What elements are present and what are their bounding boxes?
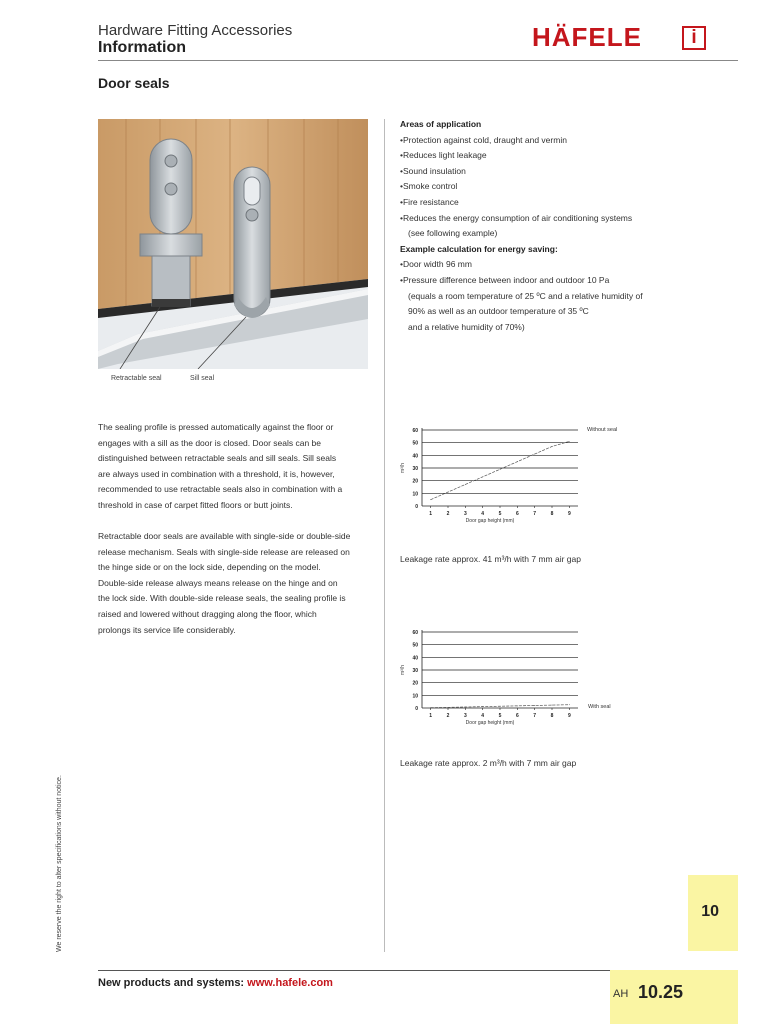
paragraph-line: prolongs its service life considerably. — [98, 624, 236, 635]
paragraph-line: Retractable door seals are available with single-side or double-side — [98, 531, 351, 541]
data-point — [482, 706, 483, 707]
x-tick-label: 3 — [463, 511, 467, 517]
x-tick-label: 7 — [533, 713, 537, 719]
x-tick-label: 5 — [498, 713, 502, 719]
chart-caption-without-seal: Leakage rate approx. 41 m³/h with 7 mm air gap — [400, 554, 581, 564]
x-tick-label: 8 — [550, 713, 554, 719]
example-note-line: 90% as well as an outdoor temperature of 35 ºC — [408, 306, 589, 317]
application-item: • Smoke control — [400, 179, 700, 195]
door-seal-illustration — [98, 119, 368, 369]
series-line — [431, 441, 570, 499]
brand-logo: HÄFELE — [532, 22, 642, 52]
y-axis-label: m³/h — [400, 665, 406, 675]
x-tick-label: 9 — [567, 713, 571, 719]
data-point — [500, 469, 501, 470]
paragraph-release-mechanism — [98, 529, 368, 638]
paragraph-line: The sealing profile is pressed automatically against the floor or — [98, 422, 334, 432]
data-point — [552, 446, 553, 447]
y-tick-label: 0 — [415, 706, 418, 712]
example-heading: Example calculation for energy saving: — [400, 243, 558, 254]
x-tick-label: 4 — [481, 713, 485, 719]
y-tick-label: 50 — [412, 440, 418, 447]
x-tick-label: 2 — [446, 511, 450, 517]
data-point — [517, 461, 518, 462]
x-tick-label: 6 — [515, 511, 519, 517]
x-tick-label: 4 — [481, 511, 485, 517]
y-tick-label: 20 — [412, 478, 418, 485]
example-note-line: and a relative humidity of 70%) — [408, 321, 525, 332]
caption-sill-seal: Sill seal — [190, 375, 215, 382]
x-tick-label: 1 — [429, 511, 433, 517]
y-tick-label: 50 — [412, 642, 418, 649]
application-item: • Fire resistance — [400, 195, 700, 211]
paragraph-line: release mechanism. Seals with single-side release are released on — [98, 546, 350, 557]
data-point — [500, 706, 501, 707]
paragraph-line: recommended to use retractable seals also in combination with a — [98, 484, 343, 495]
application-block — [400, 117, 700, 335]
page-number-box — [610, 970, 738, 1024]
x-tick-label: 1 — [429, 713, 433, 719]
paragraph-line: the lock side. With double-side release seals, the sealing profile is — [98, 593, 346, 604]
disclaimer-note: We reserve the right to alter specifications without notice. — [56, 775, 63, 952]
data-point — [430, 707, 431, 708]
example-note-line: (equals a room temperature of 25 ºC and a relative humidity of — [408, 290, 643, 301]
header-title: Hardware Fitting Accessories — [98, 22, 293, 39]
legend-label: With seal — [588, 704, 611, 710]
y-tick-label: 30 — [412, 466, 418, 472]
info-icon: i — [682, 26, 706, 50]
example-item: • Pressure difference between indoor and outdoor 10 Pa — [400, 273, 700, 289]
paragraph-line: threshold in case of carpet fitted floors or butt joints. — [98, 499, 293, 510]
website-link[interactable]: www.hafele.com — [247, 977, 333, 989]
x-tick-label: 5 — [498, 511, 502, 517]
y-tick-label: 60 — [412, 630, 418, 636]
section-title: Door seals — [98, 75, 170, 91]
page-prefix: AH — [613, 988, 629, 1000]
header-divider — [98, 60, 738, 61]
caption-retractable-seal: Retractable seal — [111, 375, 162, 382]
header-subtitle: Information — [98, 39, 186, 56]
paragraph-line: are always used in combination with a threshold, it is, however, — [98, 468, 335, 479]
example-item: • Door width 96 mm — [400, 257, 700, 273]
x-axis-label: Door gap height (mm) — [465, 720, 515, 726]
chart-caption-with-seal: Leakage rate approx. 2 m³/h with 7 mm air gap — [400, 758, 577, 768]
x-tick-label: 6 — [515, 713, 519, 719]
data-point — [534, 454, 535, 455]
paragraph-line: raised and lowered without dragging along the floor, which — [98, 608, 317, 619]
chart-without-seal — [400, 420, 630, 550]
application-note: (see following example) — [408, 228, 498, 239]
y-tick-label: 40 — [412, 655, 418, 662]
x-tick-label: 8 — [550, 511, 554, 517]
application-item: • Reduces light leakage — [400, 148, 700, 164]
x-tick-label: 3 — [463, 713, 467, 719]
data-point — [482, 476, 483, 477]
data-point — [569, 441, 570, 442]
application-item: • Sound insulation — [400, 164, 700, 180]
data-point — [430, 499, 431, 500]
data-point — [448, 707, 449, 708]
y-tick-label: 60 — [412, 428, 418, 434]
footer-label: New products and systems: — [98, 977, 248, 989]
chapter-tab — [688, 875, 738, 951]
y-tick-label: 0 — [415, 504, 418, 510]
paragraph-sealing-profile — [98, 420, 368, 514]
y-tick-label: 30 — [412, 668, 418, 674]
x-tick-label: 9 — [567, 511, 571, 517]
application-heading: Areas of application — [400, 119, 482, 129]
x-axis-label: Door gap height (mm) — [465, 518, 515, 524]
footer-text — [98, 977, 333, 989]
y-tick-label: 20 — [412, 680, 418, 687]
chapter-number: 10 — [701, 903, 719, 920]
data-point — [534, 705, 535, 706]
chart-with-seal — [400, 622, 630, 752]
paragraph-line: engages with a sill as the door is closed. Door seals can be — [98, 437, 322, 448]
y-axis-label: m³/h — [400, 463, 406, 473]
data-point — [517, 705, 518, 706]
application-item: • Reduces the energy consumption of air conditioning systems — [400, 211, 700, 227]
y-tick-label: 40 — [412, 453, 418, 460]
legend-label: Without seal — [587, 427, 618, 433]
paragraph-line: the hinge side or on the lock side, depending on the model. — [98, 562, 321, 573]
data-point — [569, 704, 570, 705]
x-tick-label: 7 — [533, 511, 537, 517]
paragraph-line: distinguished between retractable seals and sill seals. Sill seals — [98, 453, 337, 464]
page-number: 10.25 — [638, 982, 684, 1002]
y-tick-label: 10 — [412, 693, 418, 700]
x-tick-label: 2 — [446, 713, 450, 719]
data-point — [465, 484, 466, 485]
footer-divider — [98, 970, 610, 971]
application-item: • Protection against cold, draught and vermin — [400, 133, 700, 149]
data-point — [448, 492, 449, 493]
paragraph-line: Double-side release always means release on the hinge and on — [98, 577, 338, 588]
column-divider — [384, 119, 385, 952]
data-point — [465, 707, 466, 708]
y-tick-label: 10 — [412, 491, 418, 498]
data-point — [552, 705, 553, 706]
